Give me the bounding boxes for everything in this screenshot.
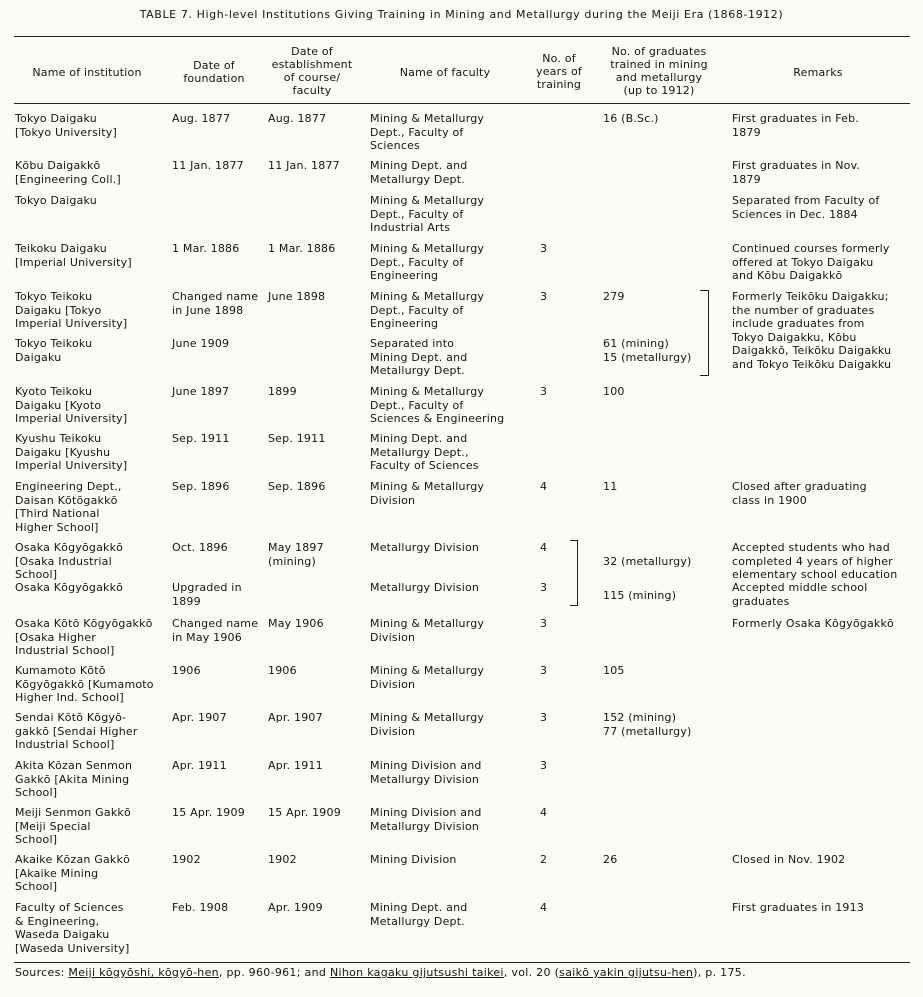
cell-faculty: Mining & Metallurgy Division [370, 480, 485, 507]
cell-remarks: First graduates in Nov. 1879 [732, 159, 861, 186]
cell-graduates: 61 (mining) 15 (metallurgy) [603, 337, 692, 364]
header-faculty: Name of faculty [399, 66, 491, 79]
header-foundation: Date of foundation [183, 59, 245, 85]
cell-name: Engineering Dept., Daisan Kōtōgakkō [Third National Higher School] [15, 480, 122, 534]
cell-name: Tokyo Daigaku [Tokyo University] [15, 112, 117, 139]
cell-remarks: Accepted middle school graduates [732, 581, 868, 608]
cell-name: Akita Kōzan Senmon Gakkō [Akita Mining School] [15, 759, 133, 799]
cell-graduates: 279 [603, 290, 625, 303]
cell-establishment: 1899 [268, 385, 297, 398]
cell-name: Tokyo Teikoku Daigaku [Tokyo Imperial University] [15, 290, 128, 330]
source-ref-meiji: Meiji kōgyōshi, kōgyō-hen [68, 966, 219, 979]
cell-faculty: Mining & Metallurgy Dept., Faculty of Industrial Arts [370, 194, 485, 234]
brace-osaka [570, 540, 578, 606]
source-ref-nihon: Nihon kagaku gijutsushi taikei [329, 966, 504, 979]
cell-faculty: Mining & Metallurgy Dept., Faculty of Engineering [370, 242, 485, 282]
cell-name: Akaike Kōzan Gakkō [Akaike Mining School] [15, 853, 131, 893]
sources-label: Sources: [15, 966, 65, 979]
cell-foundation: Aug. 1877 [172, 112, 231, 125]
cell-graduates: 152 (mining) 77 (metallurgy) [603, 711, 692, 738]
source-text-1: , pp. 960-961; and [218, 966, 330, 979]
cell-foundation: 1 Mar. 1886 [172, 242, 240, 255]
cell-faculty: Mining Division [370, 853, 457, 866]
cell-faculty: Metallurgy Division [370, 581, 480, 594]
cell-foundation: 1906 [172, 664, 201, 677]
cell-remarks: Closed in Nov. 1902 [732, 853, 846, 866]
cell-years: 3 [540, 617, 548, 630]
cell-name: Osaka Kōgyōgakkō [15, 581, 124, 594]
cell-name: Osaka Kōtō Kōgyōgakkō [Osaka Higher Industrial School] [15, 617, 153, 657]
cell-name: Kyushu Teikoku Daigaku [Kyushu Imperial University] [15, 432, 128, 472]
cell-years: 4 [540, 541, 548, 554]
cell-establishment: Sep. 1896 [268, 480, 326, 493]
cell-name: Kyoto Teikoku Daigaku [Kyoto Imperial University] [15, 385, 128, 425]
cell-remarks: First graduates in 1913 [732, 901, 865, 914]
cell-establishment: 1902 [268, 853, 297, 866]
cell-faculty: Mining & Metallurgy Dept., Faculty of Engineering [370, 290, 485, 330]
cell-name: Sendai Kōtō Kōgyō- gakkō [Sendai Higher Industrial School] [15, 711, 138, 751]
cell-years: 3 [540, 711, 548, 724]
cell-graduates: 16 (B.Sc.) [603, 112, 659, 125]
header-establishment: Date of establishment of course/ faculty [271, 45, 353, 97]
cell-establishment: 15 Apr. 1909 [268, 806, 341, 819]
cell-foundation: June 1909 [172, 337, 230, 350]
header-years: No. of years of training [536, 52, 582, 91]
cell-years: 3 [540, 242, 548, 255]
cell-faculty: Mining & Metallurgy Dept., Faculty of Sciences & Engineering [370, 385, 505, 425]
header-name: Name of institution [32, 66, 142, 79]
cell-foundation: Sep. 1896 [172, 480, 230, 493]
source-text-3: ), p. 175. [693, 966, 746, 979]
cell-faculty: Mining Division and Metallurgy Division [370, 759, 482, 786]
cell-faculty: Mining Division and Metallurgy Division [370, 806, 482, 833]
cell-faculty: Metallurgy Division [370, 541, 480, 554]
cell-foundation: 11 Jan. 1877 [172, 159, 244, 172]
cell-years: 3 [540, 290, 548, 303]
cell-establishment: 11 Jan. 1877 [268, 159, 340, 172]
cell-foundation: 15 Apr. 1909 [172, 806, 245, 819]
sources-note [15, 966, 746, 979]
bottom-rule [14, 962, 910, 963]
table-title: TABLE 7. High-level Institutions Giving Training in Mining and Metallurgy during the Meiji Era (1868-1912) [139, 8, 784, 21]
cell-foundation: Sep. 1911 [172, 432, 230, 445]
cell-establishment: Sep. 1911 [268, 432, 326, 445]
cell-years: 3 [540, 664, 548, 677]
cell-years: 3 [540, 581, 548, 594]
cell-establishment: May 1906 [268, 617, 324, 630]
source-ref-saiko: saikō yakin gijutsu-hen [559, 966, 694, 979]
cell-foundation: Upgraded in 1899 [172, 581, 242, 608]
cell-faculty: Mining & Metallurgy Division [370, 664, 485, 691]
cell-establishment: Apr. 1907 [268, 711, 323, 724]
source-text-2: , vol. 20 ( [503, 966, 560, 979]
cell-name: Tokyo Daigaku [15, 194, 97, 207]
cell-remarks: Separated from Faculty of Sciences in Dec. 1884 [732, 194, 880, 221]
header-remarks: Remarks [793, 66, 843, 79]
cell-faculty: Mining & Metallurgy Dept., Faculty of Sciences [370, 112, 485, 152]
cell-name: Faculty of Sciences & Engineering, Waseda Daigaku [Waseda University] [15, 901, 130, 955]
cell-faculty: Mining Dept. and Metallurgy Dept. [370, 159, 468, 186]
cell-foundation: Apr. 1911 [172, 759, 227, 772]
cell-years: 4 [540, 806, 548, 819]
cell-remarks: Accepted students who had completed 4 years of higher elementary school education [732, 541, 898, 581]
cell-remarks: Closed after graduating class in 1900 [732, 480, 867, 507]
cell-graduates: 32 (metallurgy) [603, 555, 692, 568]
header-graduates: No. of graduates trained in mining and metallurgy (up to 1912) [610, 45, 708, 97]
cell-name: Osaka Kōgyōgakkō [Osaka Industrial School] [15, 541, 124, 581]
cell-graduates: 115 (mining) [603, 589, 677, 602]
cell-faculty: Mining & Metallurgy Division [370, 711, 485, 738]
cell-foundation: Apr. 1907 [172, 711, 227, 724]
cell-establishment: 1906 [268, 664, 297, 677]
cell-name: Meiji Senmon Gakkō [Meiji Special School] [15, 806, 131, 846]
cell-foundation: 1902 [172, 853, 201, 866]
cell-establishment: June 1898 [268, 290, 326, 303]
cell-name: Kumamoto Kōtō Kōgyōgakkō [Kumamoto Higher Ind. School] [15, 664, 154, 704]
cell-graduates: 100 [603, 385, 625, 398]
cell-establishment: May 1897 (mining) [268, 541, 324, 568]
cell-foundation: Oct. 1896 [172, 541, 228, 554]
cell-graduates: 26 [603, 853, 618, 866]
cell-years: 4 [540, 480, 548, 493]
cell-name: Teikoku Daigaku [Imperial University] [15, 242, 132, 269]
cell-years: 3 [540, 759, 548, 772]
cell-establishment: Aug. 1877 [268, 112, 327, 125]
cell-establishment: Apr. 1911 [268, 759, 323, 772]
cell-foundation: Feb. 1908 [172, 901, 229, 914]
cell-faculty: Mining Dept. and Metallurgy Dept. [370, 901, 468, 928]
cell-faculty: Mining Dept. and Metallurgy Dept., Faculty of Sciences [370, 432, 479, 472]
brace-tokyo [700, 290, 709, 376]
cell-remarks: Continued courses formerly offered at Tokyo Daigaku and Kōbu Daigakkō [732, 242, 890, 282]
cell-graduates: 11 [603, 480, 618, 493]
cell-foundation: Changed name in May 1906 [172, 617, 259, 644]
cell-foundation: June 1897 [172, 385, 230, 398]
cell-faculty: Mining & Metallurgy Division [370, 617, 485, 644]
cell-name: Tokyo Teikoku Daigaku [15, 337, 93, 364]
cell-establishment: 1 Mar. 1886 [268, 242, 336, 255]
cell-years: 2 [540, 853, 548, 866]
cell-foundation: Changed name in June 1898 [172, 290, 259, 317]
cell-years: 3 [540, 385, 548, 398]
header-rule [14, 103, 910, 104]
cell-graduates: 105 [603, 664, 625, 677]
cell-years: 4 [540, 901, 548, 914]
cell-remarks: Formerly Osaka Kōgyōgakkō [732, 617, 894, 630]
cell-remarks: Formerly Teikōku Daigakku; the number of graduates include graduates from Tokyo Daigakku, Kōbu Daigakkō, Teikōku Daigakku and Tokyo Teikōku Daigakku [732, 290, 892, 371]
cell-establishment: Apr. 1909 [268, 901, 323, 914]
cell-faculty: Separated into Mining Dept. and Metallurgy Dept. [370, 337, 468, 377]
cell-remarks: First graduates in Feb. 1879 [732, 112, 859, 139]
top-rule [14, 36, 910, 37]
cell-name: Kōbu Daigakkō [Engineering Coll.] [15, 159, 121, 186]
